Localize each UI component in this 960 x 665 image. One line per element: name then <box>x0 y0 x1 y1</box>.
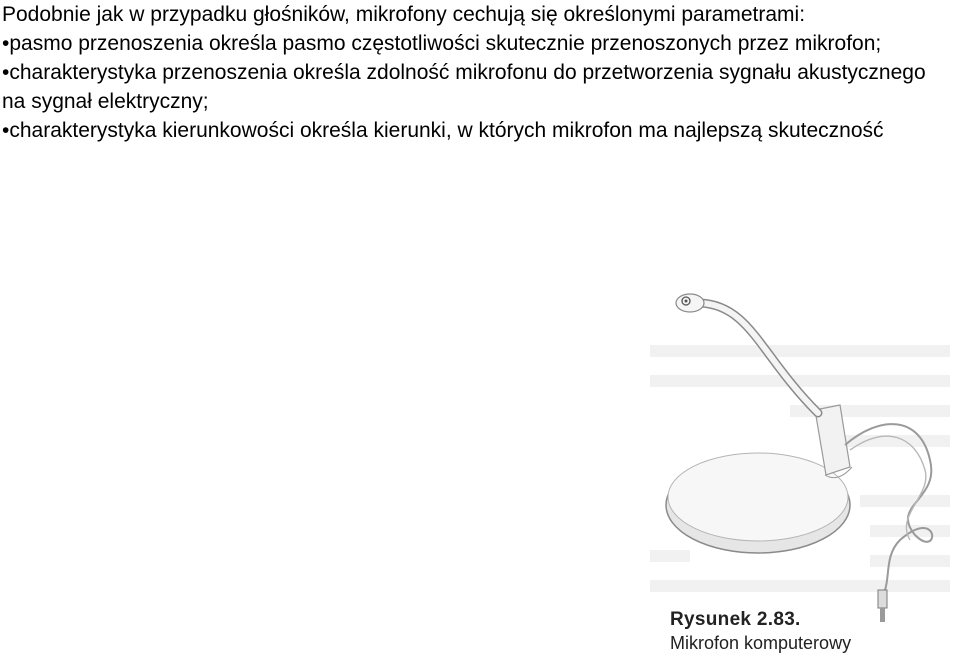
slide-body-text <box>2 0 952 145</box>
bullet-transfer-characteristic: •charakterystyka przenoszenia określa zdolność mikrofonu do przetworzenia sygnału akustycznego na sygnał elektryczny; <box>2 61 926 113</box>
figure-caption <box>670 608 851 654</box>
intro-paragraph: Podobnie jak w przypadku głośników, mikrofony cechują się określonymi parametrami: <box>2 3 806 26</box>
bullet-directional-characteristic: •charakterystyka kierunkowości określa kierunki, w których mikrofon ma najlepszą skuteczność <box>2 119 884 142</box>
figure-title: Mikrofon komputerowy <box>670 633 852 653</box>
bullet-bandwidth: •pasmo przenoszenia określa pasmo częstotliwości skutecznie przenoszonych przez mikrofon; <box>2 32 882 55</box>
figure-number: Rysunek 2.83. <box>670 609 801 630</box>
